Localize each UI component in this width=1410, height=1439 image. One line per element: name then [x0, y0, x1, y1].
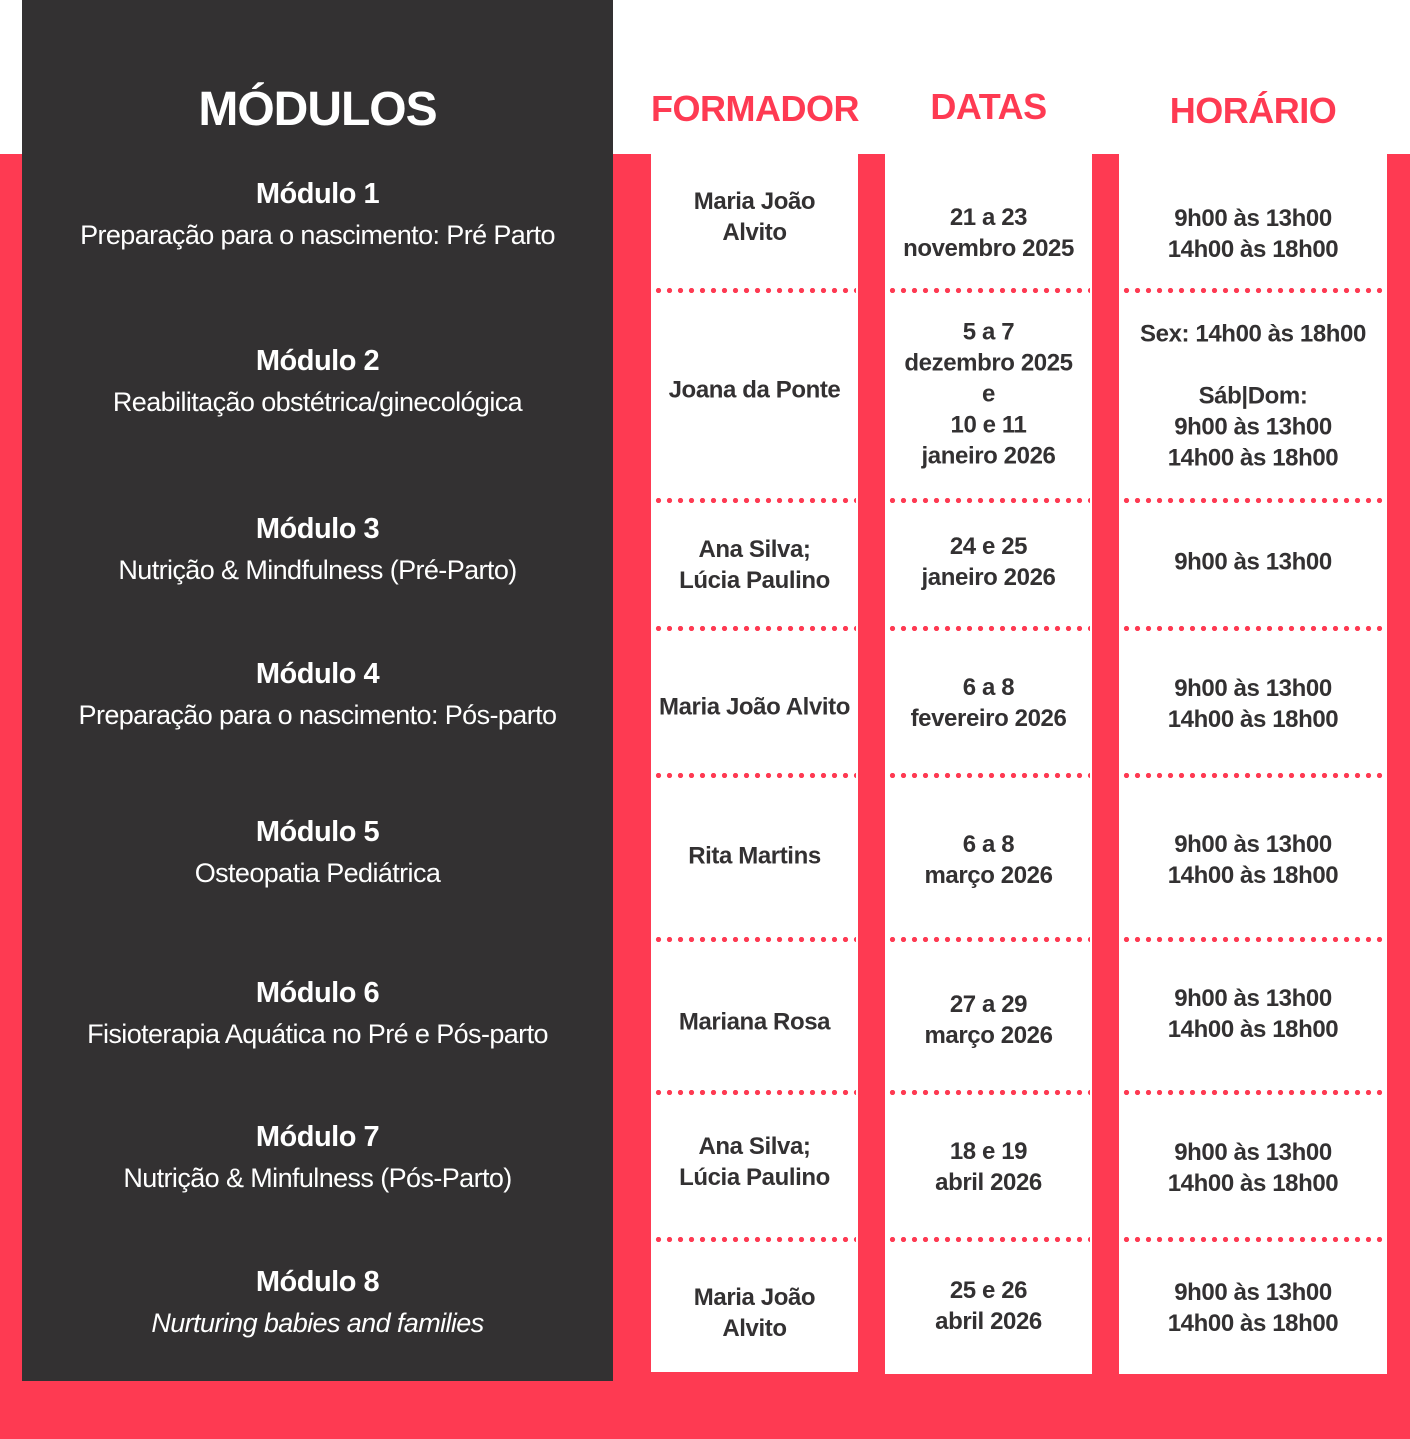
horario-cell-line: 14h00 às 18h00 — [1167, 1170, 1339, 1197]
horario-cell-line: 14h00 às 18h00 — [1167, 706, 1339, 733]
formador-cell-line: Maria João Alvito — [658, 693, 851, 721]
datas-cell-line: 6 a 8 — [962, 674, 1015, 701]
dotted-separator — [887, 498, 1090, 503]
datas-cell — [885, 1275, 1092, 1337]
formador-cell — [651, 534, 858, 596]
horario-cell-line: 14h00 às 18h00 — [1167, 1016, 1339, 1043]
header-formador: FORMADOR — [651, 88, 859, 129]
datas-cell — [885, 202, 1092, 264]
datas-cell-line: abril 2026 — [935, 1308, 1042, 1335]
datas-cell-line: março 2026 — [924, 862, 1053, 889]
formador-cell — [651, 692, 858, 723]
dotted-separator — [1121, 498, 1385, 503]
module-title: Módulo 6 — [255, 977, 380, 1009]
module-description: Fisioterapia Aquática no Pré e Pós-parto — [87, 1019, 548, 1049]
dotted-separator — [1121, 773, 1385, 778]
module-title: Módulo 3 — [255, 513, 380, 545]
header-modulos: MÓDULOS — [198, 83, 437, 136]
module-entry — [22, 1117, 613, 1199]
horario-cell — [1119, 1277, 1387, 1339]
horario-cell-line: 9h00 às 13h00 — [1174, 675, 1332, 702]
formador-cell — [651, 1282, 858, 1344]
datas-cell-line: 25 e 26 — [949, 1277, 1028, 1304]
header-datas: DATAS — [930, 86, 1047, 127]
dotted-separator — [1121, 626, 1385, 631]
formador-cell — [651, 186, 858, 248]
formador-cell-line: Rita Martins — [688, 842, 821, 870]
module-description: Osteopatia Pediátrica — [194, 858, 441, 888]
datas-cell-line: 27 a 29 — [949, 991, 1028, 1018]
datas-cell-line: abril 2026 — [935, 1169, 1042, 1196]
datas-cell-line: 24 e 25 — [949, 533, 1028, 560]
horario-cell — [1119, 319, 1387, 474]
datas-cell — [885, 1136, 1092, 1198]
formador-cell-line: Alvito — [722, 219, 787, 246]
module-description: Nutrição & Minfulness (Pós-Parto) — [123, 1163, 512, 1193]
module-entry — [22, 174, 613, 256]
formador-cell-line: Ana Silva; — [698, 1133, 811, 1160]
dotted-separator — [1121, 1237, 1385, 1242]
formador-cell-line: Alvito — [722, 1315, 787, 1342]
module-description: Preparação para o nascimento: Pós-parto — [78, 700, 557, 730]
horario-cell-line: 9h00 às 13h00 — [1174, 985, 1332, 1012]
dotted-separator — [653, 1237, 856, 1242]
horario-cell-line: 9h00 às 13h00 — [1174, 1279, 1332, 1306]
dotted-separator — [1121, 1090, 1385, 1095]
horario-cell — [1119, 983, 1387, 1045]
dotted-separator — [653, 773, 856, 778]
module-title: Módulo 5 — [255, 816, 380, 848]
dotted-separator — [653, 626, 856, 631]
dotted-separator — [1121, 937, 1385, 942]
dotted-separator — [887, 626, 1090, 631]
module-title: Módulo 8 — [255, 1266, 380, 1298]
formador-cell-line: Joana da Ponte — [668, 376, 841, 404]
horario-cell-line: 9h00 às 13h00 — [1174, 205, 1332, 232]
datas-cell-line: e — [982, 380, 995, 408]
dotted-separator — [1121, 288, 1385, 293]
dotted-separator — [653, 288, 856, 293]
horario-cell-line: 9h00 às 13h00 — [1174, 548, 1332, 576]
formador-cell — [651, 1131, 858, 1193]
datas-cell-line: 5 a 7 — [962, 318, 1015, 346]
horario-cell-line: 9h00 às 13h00 — [1174, 1139, 1332, 1166]
horario-cell — [1119, 203, 1387, 265]
datas-cell — [885, 989, 1092, 1051]
module-entry — [22, 654, 613, 736]
datas-cell-line: fevereiro 2026 — [910, 705, 1067, 732]
datas-cell — [885, 672, 1092, 734]
datas-cell-line: janeiro 2026 — [921, 564, 1056, 591]
module-title: Módulo 4 — [255, 658, 380, 690]
horario-cell-line: 14h00 às 18h00 — [1167, 862, 1339, 889]
horario-cell-line: 14h00 às 18h00 — [1167, 444, 1339, 472]
horario-cell-line: Sex: 14h00 às 18h00 — [1140, 320, 1366, 348]
datas-cell-line: dezembro 2025 — [904, 349, 1073, 377]
module-entry — [22, 812, 613, 894]
datas-cell-line: novembro 2025 — [903, 235, 1074, 262]
module-description: Preparação para o nascimento: Pré Parto — [80, 220, 555, 250]
dotted-separator — [653, 937, 856, 942]
formador-cell — [651, 1007, 858, 1038]
horario-cell — [1119, 673, 1387, 735]
horario-cell — [1119, 547, 1387, 578]
datas-cell — [885, 317, 1092, 472]
formador-cell-line: Maria João — [693, 188, 816, 215]
dotted-separator — [653, 1090, 856, 1095]
module-title: Módulo 2 — [255, 345, 380, 377]
horario-cell-line: 9h00 às 13h00 — [1174, 831, 1332, 858]
horario-cell-line: 14h00 às 18h00 — [1167, 236, 1339, 263]
dotted-separator — [887, 773, 1090, 778]
module-entry — [22, 1262, 613, 1344]
formador-cell-line: Lúcia Paulino — [679, 1164, 830, 1191]
dotted-separator — [887, 288, 1090, 293]
horario-cell-line: 14h00 às 18h00 — [1167, 1310, 1339, 1337]
dotted-separator — [887, 937, 1090, 942]
formador-cell — [651, 841, 858, 872]
datas-cell-line: 6 a 8 — [962, 831, 1015, 858]
datas-cell — [885, 531, 1092, 593]
dotted-separator — [653, 498, 856, 503]
horario-cell-line — [1119, 350, 1387, 381]
header-horario: HORÁRIO — [1169, 90, 1337, 131]
module-entry — [22, 509, 613, 591]
datas-cell-line: janeiro 2026 — [921, 442, 1056, 470]
module-description: Reabilitação obstétrica/ginecológica — [112, 387, 523, 417]
datas-cell-line: 21 a 23 — [949, 204, 1028, 231]
module-title: Módulo 1 — [255, 178, 380, 210]
module-title: Módulo 7 — [255, 1121, 380, 1153]
horario-cell — [1119, 1137, 1387, 1199]
datas-cell-line: 10 e 11 — [950, 411, 1027, 439]
dotted-separator — [887, 1090, 1090, 1095]
module-entry — [22, 973, 613, 1055]
module-entry — [22, 341, 613, 423]
module-description: Nurturing babies and families — [151, 1308, 484, 1338]
formador-cell-line: Maria João — [693, 1284, 816, 1311]
datas-cell-line: março 2026 — [924, 1022, 1053, 1049]
horario-cell — [1119, 829, 1387, 891]
module-description: Nutrição & Mindfulness (Pré-Parto) — [118, 555, 517, 585]
formador-cell — [651, 375, 858, 406]
horario-cell-line: Sáb|Dom: — [1198, 382, 1308, 410]
datas-cell — [885, 829, 1092, 891]
horario-cell-line: 9h00 às 13h00 — [1174, 413, 1332, 441]
datas-cell-line: 18 e 19 — [949, 1138, 1028, 1165]
formador-cell-line: Ana Silva; — [698, 536, 811, 563]
formador-cell-line: Mariana Rosa — [678, 1008, 831, 1036]
formador-cell-line: Lúcia Paulino — [679, 567, 830, 594]
dotted-separator — [887, 1237, 1090, 1242]
